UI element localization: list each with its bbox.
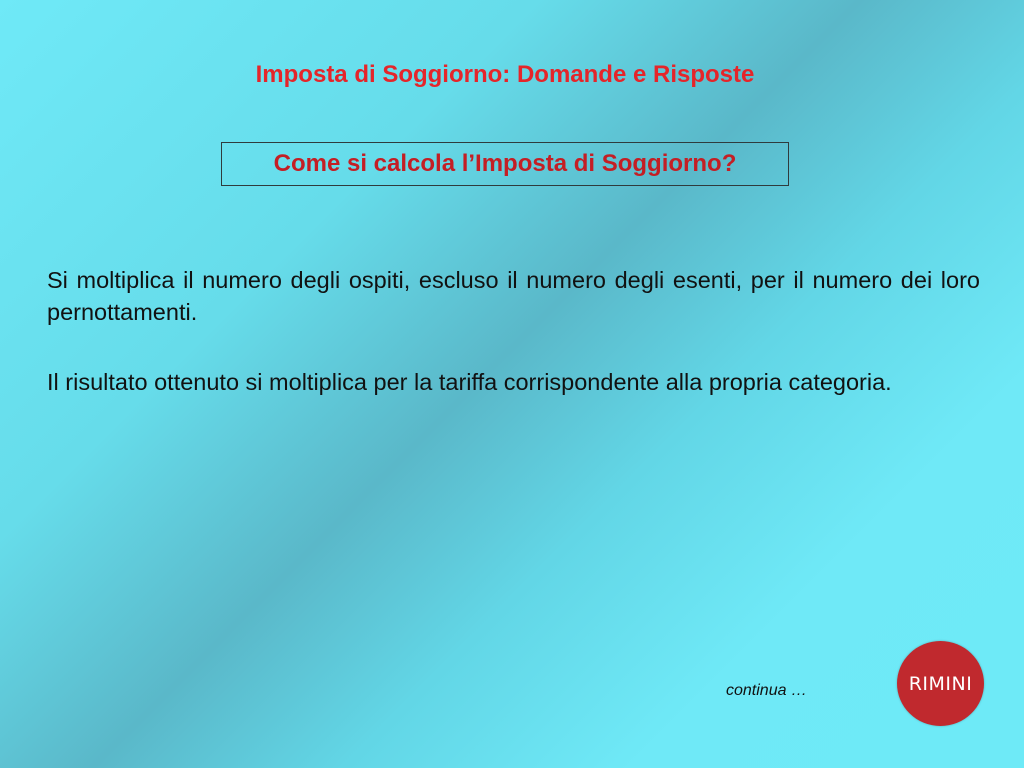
answer-paragraph-1: Si moltiplica il numero degli ospiti, escluso il numero degli esenti, per il numero dei loro pernottamenti. bbox=[47, 267, 980, 325]
rimini-logo bbox=[897, 641, 984, 726]
logo-text: RIMINI bbox=[908, 672, 973, 695]
answer-paragraph-2: Il risultato ottenuto si moltiplica per la tariffa corrispondente alla propria categoria. bbox=[47, 369, 892, 395]
question-text: Come si calcola l’Imposta di Soggiorno? bbox=[273, 150, 737, 177]
question-box bbox=[221, 142, 789, 186]
continue-link[interactable]: continua … bbox=[726, 682, 807, 699]
slide-title: Imposta di Soggiorno: Domande e Risposte bbox=[255, 61, 755, 88]
